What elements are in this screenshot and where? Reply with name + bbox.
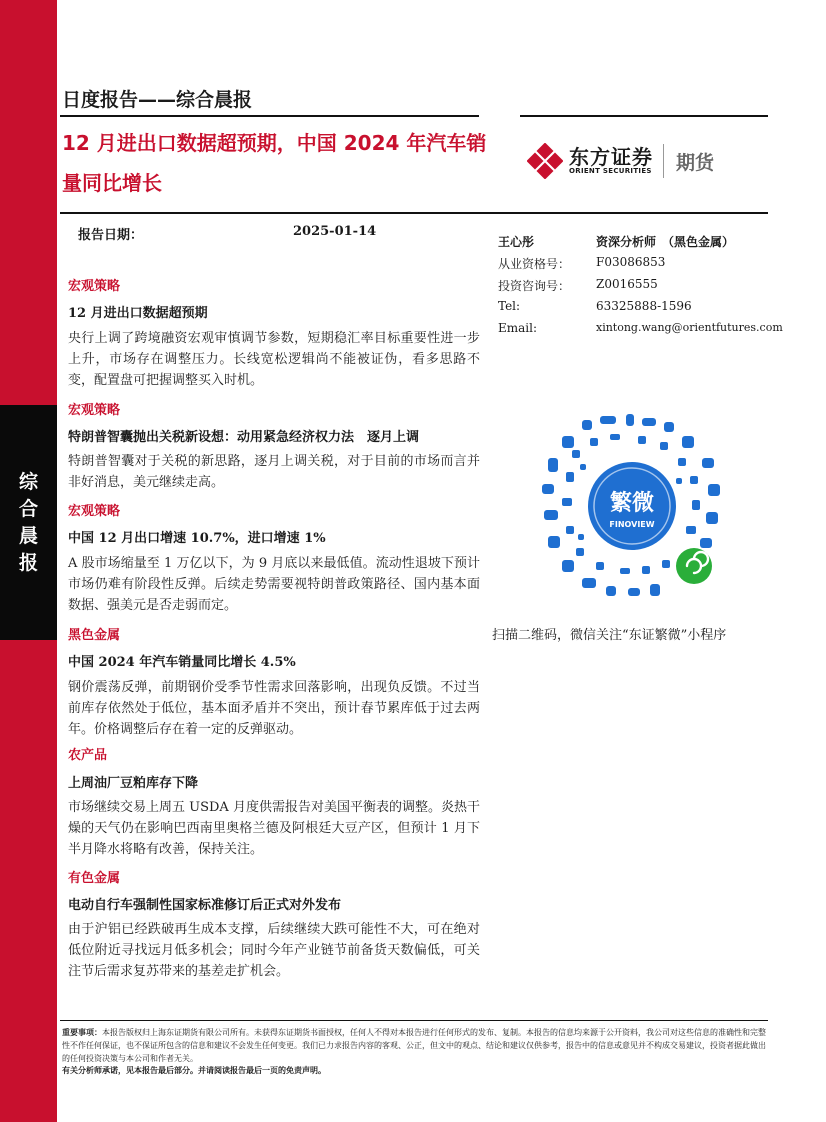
section-body: 钢价震荡反弹，前期钢价受季节性需求回落影响，出现负反馈。不过当前库存依然处于低位，基本面矛盾并不突出，预计春节累库低于过去两年。价格调整后存在着一定的反弹驱动。: [68, 680, 480, 737]
analyst-field-label: 从业资格号：: [498, 257, 571, 271]
section-category: 农产品: [68, 748, 108, 763]
side-tab-char: 晨: [18, 524, 38, 547]
section-category: 宏观策略: [68, 504, 121, 519]
section-body: 市场继续交易上周五 USDA 月度供需报告对美国平衡表的调整。炎热干燥的天气仍在影响巴西南里奥格兰德及阿根廷大豆产区，但预计 1 月下半月降水将略有改善，保持关注。: [68, 800, 480, 857]
section-body: 央行上调了跨境融资宏观审慎调节参数，短期稳汇率目标重要性进一步上升，市场存在调整压力。长线宽松逻辑尚不能被证伪，看多思路不变，配置盘可把握调整买入时机。: [68, 331, 480, 388]
date-label: 报告日期：: [78, 228, 144, 243]
company-logo: [527, 140, 767, 182]
side-tab: [0, 405, 57, 640]
disclaimer-rule: [60, 1020, 768, 1021]
section-body: 由于沪铝已经跌破再生成本支撑，后续继续大跌可能性不大，可在绝对低位附近寻找远月低多机会；同时今年产业链节前备货天数偏低，可关注节后需求复苏带来的基差走扩机会。: [68, 922, 480, 979]
section-category: 黑色金属: [68, 628, 121, 643]
section-headline: 12 月进出口数据超预期: [68, 306, 208, 321]
qr-center-label: 繁微: [609, 491, 655, 516]
logo-divider: [663, 144, 664, 178]
analyst-field-label: Tel:: [498, 299, 521, 313]
side-tab-char: 合: [18, 497, 38, 520]
disclaimer: [62, 1026, 768, 1065]
section-headline: 特朗普智囊抛出关税新设想：动用紧急经济权力法 逐月上调: [68, 430, 420, 445]
header-rule: [60, 115, 479, 117]
analyst-field-value: F03086853: [596, 255, 666, 269]
page-title: 12 月进出口数据超预期，中国 2024 年汽车销量同比增长: [62, 131, 487, 195]
qr-code[interactable]: [542, 414, 722, 599]
title-rule: [60, 212, 768, 214]
date-value: 2025-01-14: [293, 224, 377, 239]
qr-code-icon: [542, 414, 722, 599]
analyst-field-label: 投资咨询号：: [498, 279, 571, 293]
analyst-role: 资深分析师 （黑色金属）: [596, 235, 735, 249]
section-headline: 电动自行车强制性国家标准修订后正式对外发布: [68, 898, 342, 913]
side-tab-char: 报: [18, 551, 38, 574]
qr-center-sub: FINOVIEW: [609, 520, 655, 529]
analyst-field-value: Z0016555: [596, 277, 658, 291]
disclaimer-text: 本报告版权归上海东证期货有限公司所有。未获得东证期货书面授权，任何人不得对本报告进行任何形式的发布、复制。本报告的信息均来源于公开资料，我公司对这些信息的准确性和完整性不作任何保证，也不保证所包含的信息和建议不会发生任何变更。我们已力求报告内容的客观、公正，但文中的观点、结论和建议仅供参考，报告中的信息或意见并不构成交易建议，投资者据此做出的任何投资决策与本公司和作者无关。: [62, 1028, 766, 1063]
analyst-field-label: Email:: [498, 321, 538, 335]
analyst-name: 王心彤: [498, 235, 535, 249]
qr-caption: 扫描二维码，微信关注“东证繁微”小程序: [492, 628, 727, 643]
analyst-field-value: 63325888-1596: [596, 299, 692, 313]
disclaimer-last-line: 有关分析师承诺，见本报告最后部分。并请阅读报告最后一页的免责声明。: [62, 1065, 326, 1075]
section-body: 特朗普智囊对于关税的新思路，逐月上调关税，对于目前的市场而言并非好消息，美元继续走高。: [68, 454, 480, 490]
section-category: 宏观策略: [68, 403, 121, 418]
report-type: 日度报告——综合晨报: [62, 89, 253, 111]
section-headline: 中国 2024 年汽车销量同比增长 4.5%: [68, 655, 296, 670]
section-body: A 股市场缩量至 1 万亿以下，为 9 月底以来最低值。流动性退坡下预计市场仍难有阶段性反弹。后续走势需要视特朗普政策路径、国内基本面数据、强美元是否走弱而定。: [68, 556, 480, 613]
analyst-field-value: xintong.wang@orientfutures.com: [596, 321, 783, 334]
orient-logo-icon: [527, 143, 563, 179]
section-headline: 中国 12 月出口增速 10.7%，进口增速 1%: [68, 531, 326, 546]
side-tab-char: 综: [18, 470, 38, 493]
section-category: 有色金属: [68, 871, 121, 886]
disclaimer-label: 重要事项：: [62, 1027, 102, 1037]
logo-english: ORIENT SECURITIES: [569, 167, 652, 175]
section-category: 宏观策略: [68, 279, 121, 294]
logo-name: 东方证券: [569, 145, 653, 169]
logo-sub: 期货: [676, 151, 715, 174]
section-headline: 上周油厂豆粕库存下降: [68, 776, 199, 791]
header-rule-right: [520, 115, 768, 117]
